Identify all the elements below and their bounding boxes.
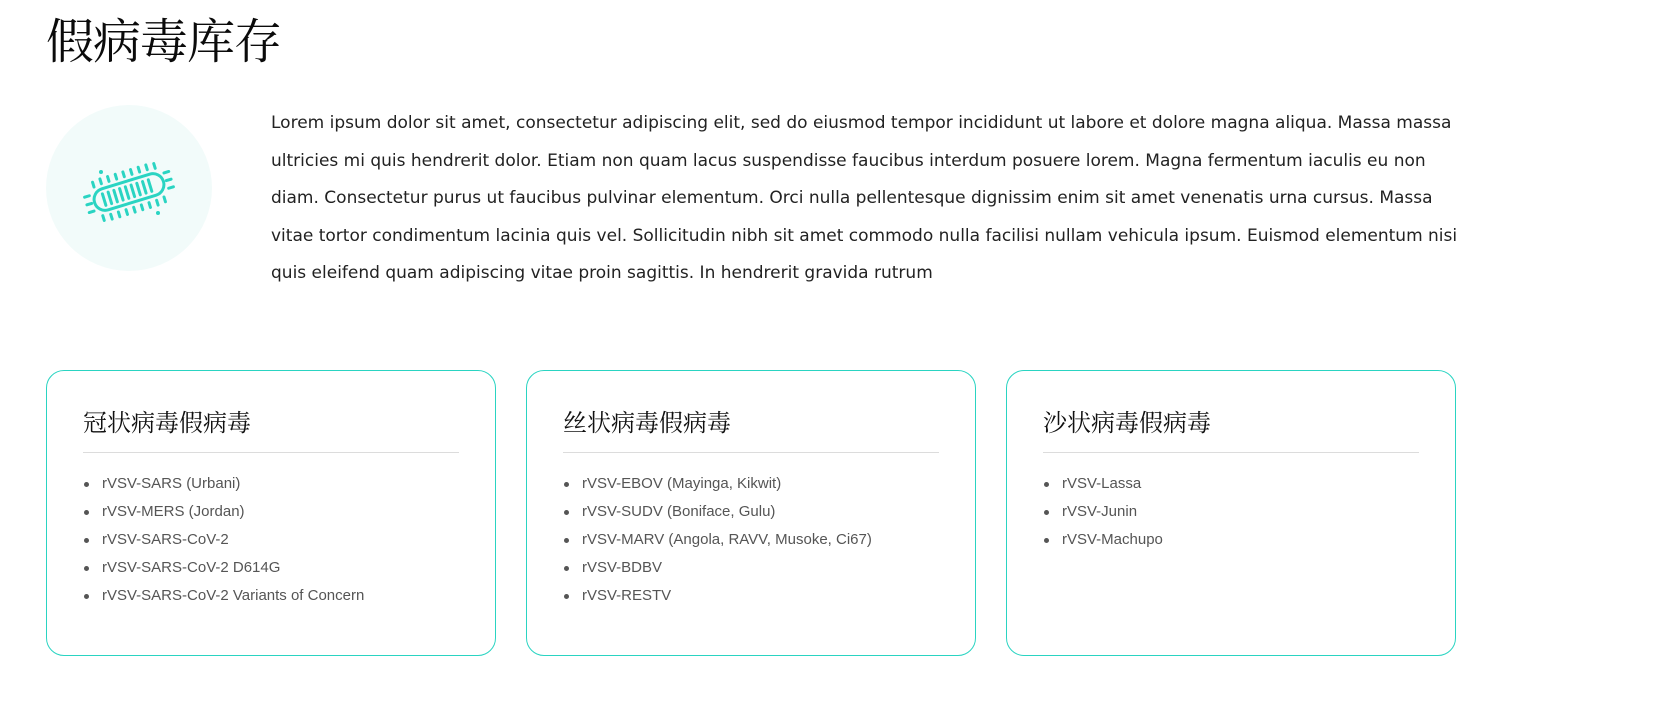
list-item: rVSV-Junin — [1043, 498, 1163, 526]
list-item: rVSV-SARS-CoV-2 D614G — [83, 554, 364, 582]
list-item: rVSV-EBOV (Mayinga, Kikwit) — [563, 470, 872, 498]
arenavirus-pseudovirus-card — [1006, 370, 1456, 656]
card-list — [563, 470, 872, 610]
list-item: rVSV-SARS-CoV-2 — [83, 526, 364, 554]
filovirus-pseudovirus-card — [526, 370, 976, 656]
coronavirus-pseudovirus-card — [46, 370, 496, 656]
list-item: rVSV-SARS-CoV-2 Variants of Concern — [83, 582, 364, 610]
virus-icon — [83, 157, 175, 227]
list-item: rVSV-BDBV — [563, 554, 872, 582]
card-title: 丝状病毒假病毒 — [563, 409, 731, 437]
card-divider — [1043, 452, 1419, 453]
card-divider — [83, 452, 459, 453]
list-item: rVSV-MERS (Jordan) — [83, 498, 364, 526]
list-item: rVSV-Lassa — [1043, 470, 1163, 498]
card-title: 冠状病毒假病毒 — [83, 409, 251, 437]
card-title: 沙状病毒假病毒 — [1043, 409, 1211, 437]
list-item: rVSV-Machupo — [1043, 526, 1163, 554]
card-divider — [563, 452, 939, 453]
intro-text: Lorem ipsum dolor sit amet, consectetur adipiscing elit, sed do eiusmod tempor incididunt ut labore et dolore magna aliqua. Massa massa ultricies mi quis hendrerit dolor. Etiam non quam lacus suspendisse faucibus interdum posuere lorem. Magna fermentum iaculis eu non diam. Consectetur purus ut faucibus pulvinar elementum. Orci nulla pellentesque dignissim enim sit amet venenatis urna cursus. Massa vitae tortor condimentum lacinia quis vel. Sollicitudin nibh sit amet commodo nulla facilisi nullam vehicula ipsum. Euismod elementum nisi quis eleifend quam adipiscing vitae proin sagittis. In hendrerit gravida rutrum — [271, 113, 1458, 283]
card-list — [83, 470, 364, 610]
list-item: rVSV-SUDV (Boniface, Gulu) — [563, 498, 872, 526]
list-item: rVSV-MARV (Angola, RAVV, Musoke, Ci67) — [563, 526, 872, 554]
page-title: 假病毒库存 — [46, 14, 282, 70]
list-item: rVSV-SARS (Urbani) — [83, 470, 364, 498]
icon-circle — [46, 105, 212, 271]
intro-section — [46, 105, 1606, 295]
list-item: rVSV-RESTV — [563, 582, 872, 610]
pseudovirus-cards — [46, 370, 1466, 660]
card-list — [1043, 470, 1163, 554]
